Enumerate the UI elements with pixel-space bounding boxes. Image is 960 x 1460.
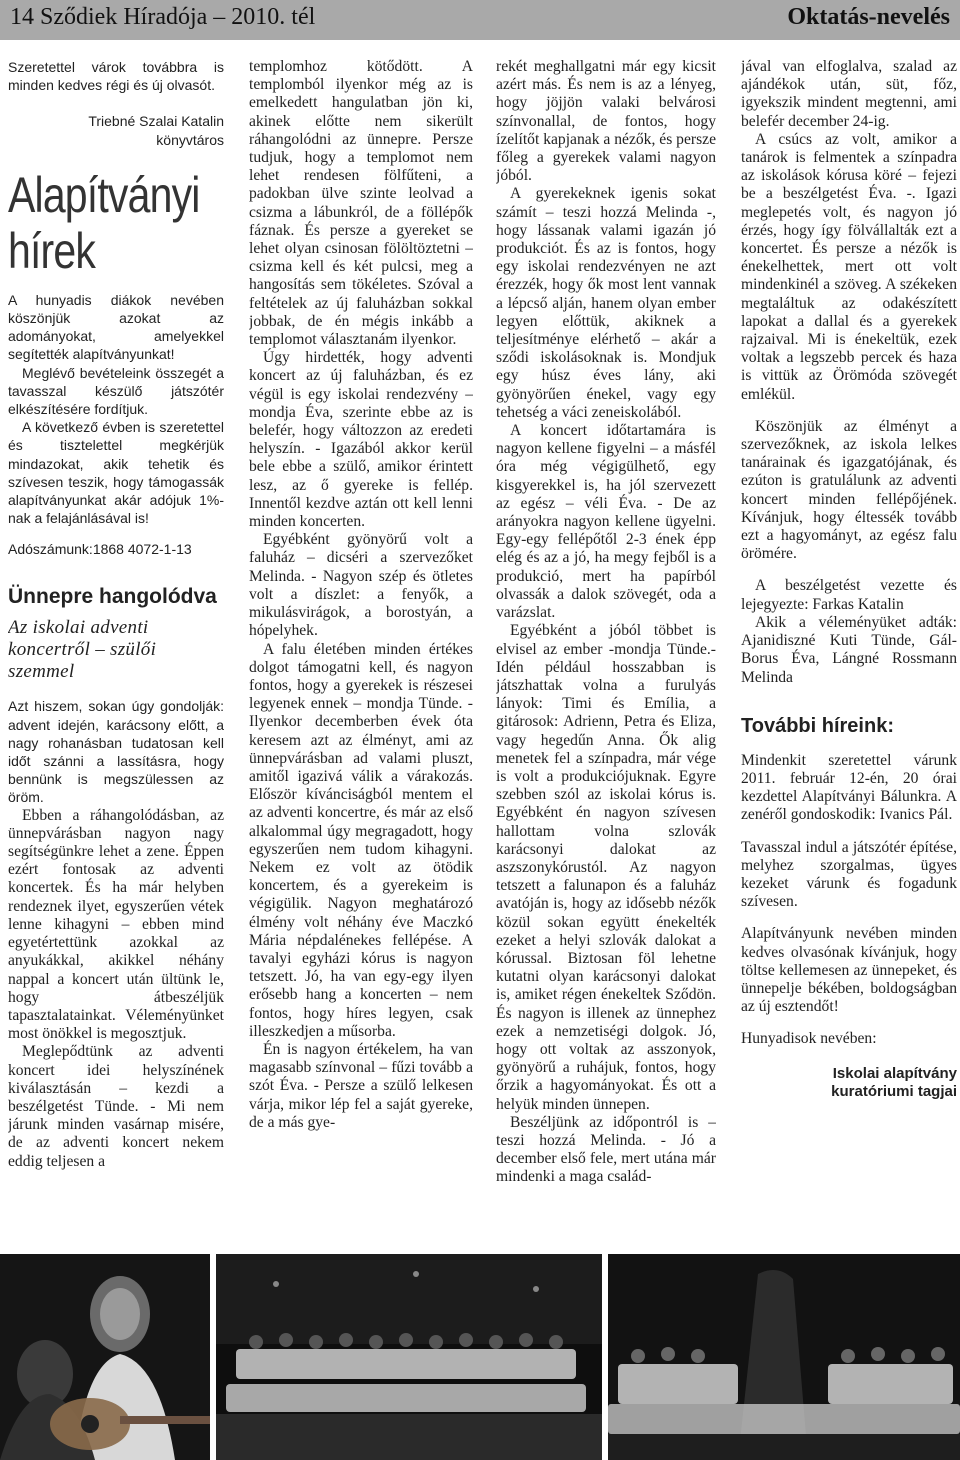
choir-photo [216,1254,602,1460]
body-paragraph: Egyébként a jóból többet is elvisel az ember -mondja Tünde.- Idén például hosszabban is játszhattak volna a furulyás lányok: Timi és Emília, a gitárosok: Adrienn, Petra és Eliza, vagy hegedűn Anna. Ők alig menetek fel a színpadra, már vége is volt a produkciójuknak. Egyre szebben szól az iskolai kórus is. Egyébként én nagyon szívesen hallottam volna szlovák karácsonyi dalokat az aszszonykórustól. Az nagyon tetszett a falunapon és a faluház avatóján is, hogy az idősebb nézők közül sokan együtt énekelték ezeket a helyi szlovák dalokat a kórussal. Biztosan föl lehetne kutatni olyan karácsonyi dalokat is, amiket régen énekeltek Sződön. És nagyon is illenek az ünnephez ezek a nemzetiségi dolgok. Jó, hogy ott voltak az asszonyok, gyönyörű a ruhájuk, fontos, hogy őrzik a hagyományokat. És ott a helyük minden ünnepen. [496,622,716,1113]
body-paragraph: A gyerekeknek igenis sokat számít – teszi hozzá Melinda -, hogy lássanak valami igazán jó produkciót. És az is fontos, hogy egy iskolai rendezvényen ne azt érezzék, hogy ők most lent vannak a lépcső alján, hanem olyan ember legyen előttük, akiknek a teljesítménye elérhető – akár a sződi iskolásoknak is. Mondjuk egy húsz éves lány, aki gyönyörűen énekel, vagy egy tehetség a váci zeneiskolából. [496,185,716,421]
photo-strip [0,1254,960,1460]
issue-label: 14 Sződiek Híradója – 2010. tél [10,4,316,30]
body-paragraph: A koncert időtartamára is nagyon kellene figyelni – a másfél óra még végigülhető, egy kisgyerekkel is, ha jól szervezett az egész – véli Éva. - De az arányokra nagyon kellene ügyelni. Egy-egy fellépőtől 2-3 ének épp elég és az a jó, ha megy fejből is a produkció, mert ha papírból olvassák a dalok szövegét, oda a varázslat. [496,422,716,622]
closing-line: kuratóriumi tagjai [831,1082,957,1100]
column-3 [496,58,716,1238]
body-paragraph: Köszönjük az élményt a szervezőknek, az iskola lelkes tanárainak és igazgatójának, és ezúton is gratulálunk az adventi koncert minden fellépőjének. Kívánjuk, hogy éltessék tovább ezt a hagyományt, az egész falu örömére. [741,417,957,563]
news-paragraph: Hunyadisok nevében: [741,1030,877,1048]
article-title: Alapítványi hírek [8,166,200,279]
body-paragraph: templomhoz kötődött. A templomból ilyenkor még az is emelkedett hangulatban jön ki, akinek előtte nem sikerült ráhangolódni az ünnepre. Persze tudjuk, hogy a templomot nem lehet rendesen fölfűteni, a padokban ülve szinte leolvad a csizma a lábunkról, de a föllépők fáznak. És persze a gyereket se lehet olyan csinosan fölöltöztetni – csizma kell és két pulcsi, meg a hangosítás sem tökéletes. Szóval a feltételek az új faluházban sokkal jobbak, de én mégis inkább a templomot választanám ilyenkor. [249,58,473,349]
column-2 [249,58,473,1238]
closing-line: Iskolai alapítvány [832,1064,957,1082]
guitar-players-photo [0,1254,210,1460]
column-1 [8,58,224,1238]
news-paragraph: Mindenkit szeretettel várunk 2011. február 12-én, 20 órai kezdettel Alapítványi Bálunkra. A zenéről gondoskodik: Ivanics Pál. [741,751,957,824]
signature-role: könyvtáros [156,131,224,148]
article-subheading: Az iskolai adventi koncertről – szülői szemmel [8,617,157,683]
body-paragraph: Egyébként gyönyörű volt a faluház – dicséri a szervezőket Melinda. - Nagyon szép és ötletes volt a díszlet: a fenyők, a mikulásvirágok, a borostyán, a hópelyhek. [249,531,473,640]
closing-signature [741,1065,957,1101]
foundation-intro [8,291,224,528]
section-label: Oktatás-nevelés [787,4,950,30]
interview-credit: A beszélgetést vezette és lejegyezte: Farkas Katalin [741,577,957,613]
news-heading: További híreink: [741,714,894,737]
intro-paragraph: A következő évben is szeretettel és tisztelettel megkérjük mindazokat, akik tehetik és szívesen teszik, hogy támogassák alapítványunkat akár adójuk 1%-nak a felajánlásával is! [8,419,224,527]
body-paragraph: rekét meghallgatni már egy kicsit azért más. És nem is az a lényeg, hogy jöjjön valaki belvárosi színvonallal, de fontos, hogy ízelítőt kapjanak a nézők, és persze főleg a gyerekek valami nagyon jóból. [496,58,716,185]
signature-name: Triebné Szalai Katalin [88,113,224,130]
signature [8,112,224,148]
column-4 [741,58,957,1238]
article-heading: Ünnepre hangolódva [8,585,217,609]
body-paragraph: Beszéljünk az időpontról is – teszi hozzá Melinda. - Jó a december első fele, mert utána már mindenki a maga család- [496,1113,716,1186]
body-paragraph: jával van elfoglalva, szalad az ajándékok után, süt, főz, igyekszik mindent megtenni, ami belefér december 24-ig. [741,58,957,130]
page-header [0,0,960,40]
body-paragraph: A csúcs az volt, amikor a tanárok is felmentek a színpadra az iskolások kórusa köré – fejezi be a beszélgetést Éva. -. Igazi meglepetés volt, és nagyon jó érzés, hogy így fölvállalták ezt a koncertet. És persze a nézők is énekelhettek, mert ott volt mindenkinél a szöveg. A székeken megtaláltuk az odakészített lapokat a dallal és a gyerekek rajzaival. Mi is énekeltük, ezek voltak a legszebb percek és haza is vittük az Örömóda szövegét emlékül. [741,130,957,403]
intro-paragraph: A hunyadis diákok nevében köszönjük azokat az adományokat, amelyekkel segítették alapítványunkat! [8,291,224,363]
body-paragraph: Meglepődtünk az adventi koncert idei helyszínének kiválasztásán – kezdi a beszélgetést Tünde. - Mi nem járunk minden vasárnap misére, de az adventi koncert nekem eddig teljesen a [8,1043,224,1170]
body-paragraph: Azt hiszem, sokan úgy gondolják: advent idején, karácsony előtt, a nagy rohanásban tudatosan kell időt szánni a lassításra, hogy bennünk is megszülessen az öröm. [8,698,224,806]
body-paragraph: Ebben a ráhangolódásban, az ünnepvárásban nagyon nagy segítségünkre lehet a zene. Éppen ezért fontosak az adventi koncertek. És ha már helyben rendeznek ilyet, egyszerűen vétek lenne kihagyni – ebben mind egyetértettünk azokkal az anyukákkal, akikkel néhány nappal a koncert után ültünk le, hogy átbeszéljük tapasztalatainkat. Véleményünket most önökkel is megosztjuk. [8,806,224,1043]
tax-number: Adószámunk:1868 4072-1-13 [8,541,192,558]
teachers-choir-photo [608,1254,960,1460]
participants-credit: Akik a véleményüket adták: Ajanidiszné Kuti Tünde, Gál-Borus Éva, Lángné Rossmann Melinda [741,613,957,686]
intro-paragraph: Meglévő bevételeink összegét a tavasszal készülő játszótér elkészítésére fordítjuk. [8,364,224,418]
news-paragraph: Alapítványunk nevében minden kedves olvasónak kívánjuk, hogy töltse kellemesen az ünnepeket, és ünnepelje békében, boldogságban az új esztendőt! [741,925,957,1016]
greeting-paragraph: Szeretettel várok továbbra is minden kedves régi és új olvasót. [8,59,224,94]
body-paragraph: Úgy hirdették, hogy adventi koncert az új faluházban, és ez végül is egy iskolai rendezvény – mondja Éva, szerinte ebbe az is belefér, hogy változzon az eredeti helyszín. - Igazából akkor kerül bele ebbe a szülő, amikor érintett lesz, az ő gyereke is fellép. Innentől kezdve aztán ott kell lenni minden koncerten. [249,349,473,531]
body-paragraph: Én is nagyon értékelem, ha van magasabb színvonal – fűzi tovább a szót Éva. - Persze a szülő lelkesen várja, mikor lép fel a saját gyereke, de a más gye- [249,1040,473,1131]
body-paragraph: A falu életében minden értékes dolgot támogatni kell, és nagyon fontos, hogy a gyerekek is részesei legyenek ennek – mondja Tünde. - Ilyenkor decemberben évek óta keresem azt az élményt, ami az ünnepvárásban ad valami pluszt, amitől igazivá válik a várakozás. Először kívánciságból mentem el az adventi koncertre, és már az első alkalommal úgy megragadott, hogy egyszerűen nem tudom kihagyni. Nekem ez volt az ötödik koncertem, és a gyerekeim is végigülik. Nagyon meghatározó élmény volt néhány éve Maczkó Mária népdalénekes fellépése. A tavalyi egyházi kórus is nagyon tetszett. Jó, ha van egy-egy ilyen erősebb hang a koncerten – nem fontos, hogy híres legyen, csak illeszkedjen a műsorba. [249,640,473,1040]
news-paragraph: Tavasszal indul a játszótér építése, melyhez szorgalmas, ügyes kezeket várunk és fogadunk szívesen. [741,838,957,911]
